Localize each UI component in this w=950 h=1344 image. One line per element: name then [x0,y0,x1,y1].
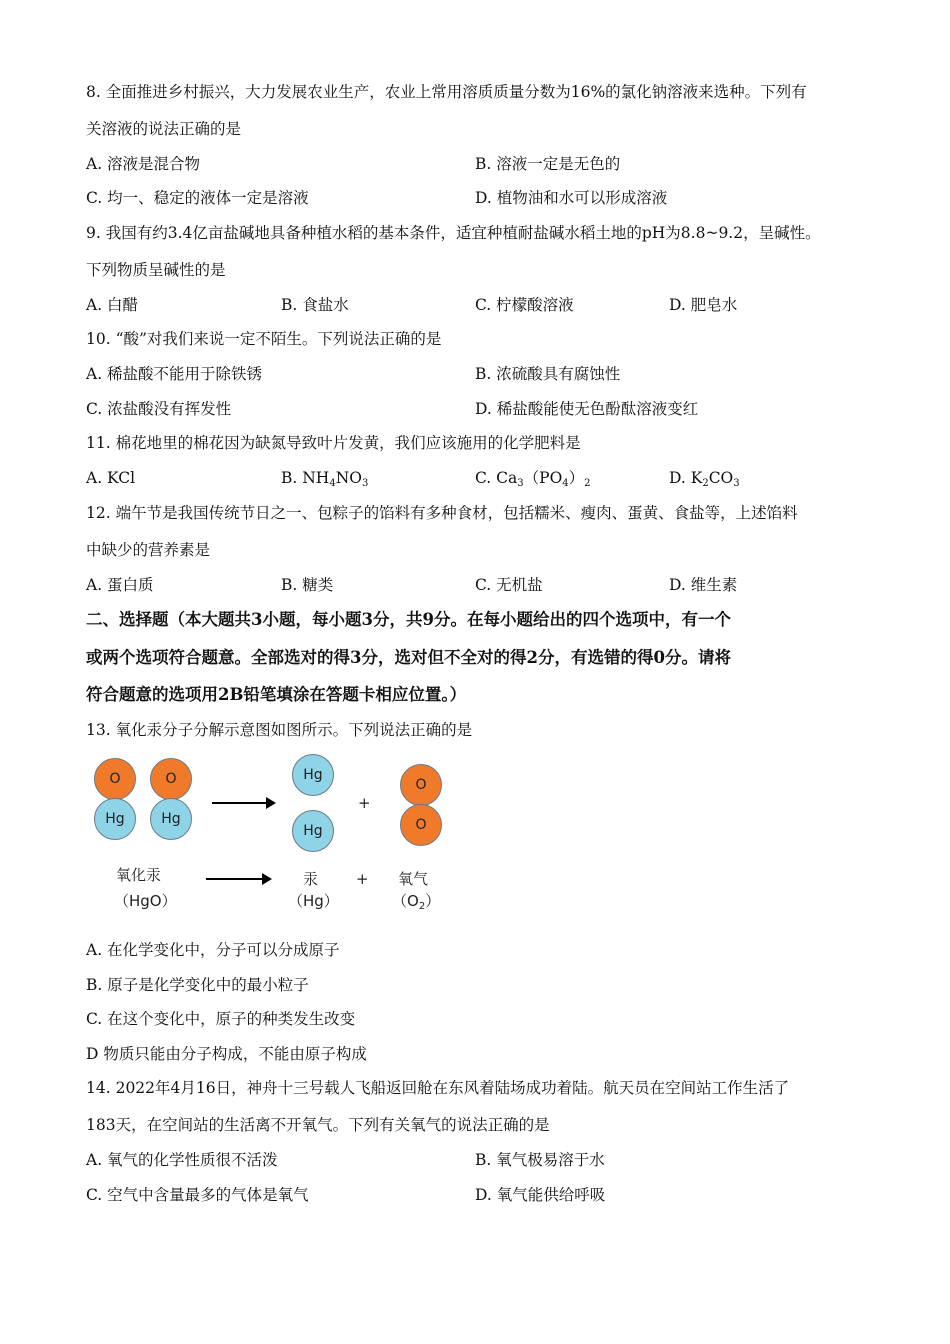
hg-name-label: 汞 [303,870,319,888]
q14-stem-line1: 14. 2022年4月16日，神舟十三号载人飞船返回舱在东风着陆场成功着陆。航天员在空间站工作生活了 [86,1079,790,1097]
q14-stem-line2: 183天，在空间站的生活离不开氧气。下列有关氧气的说法正确的是 [86,1116,550,1134]
hgo-formula-label: （HgO） [114,892,177,910]
q11-option-d: D. $K_2CO_3$ [669,469,740,489]
mercury-atom: Hg [94,798,136,840]
q11-stem: 11. 棉花地里的棉花因为缺氮导致叶片发黄，我们应该施用的化学肥料是 [86,434,581,452]
q8-stem-line1: 8. 全面推进乡村振兴，大力发展农业生产，农业上常用溶质质量分数为16%的氯化钠溶液来选种。下列有 [86,83,807,101]
mercury-atom: Hg [150,798,192,840]
section2-heading-line3: 符合题意的选项用2B铅笔填涂在答题卡相应位置。） [86,685,467,704]
q13-option-d: D 物质只能由分子构成，不能由原子构成 [86,1045,367,1063]
hgo-decomposition-diagram [86,752,486,922]
q10-option-a: A. 稀盐酸不能用于除铁锈 [86,365,263,383]
q9-option-d: D. 肥皂水 [669,296,738,314]
q9-option-a: A. 白醋 [86,296,139,314]
q14-option-d: D. 氧气能供给呼吸 [475,1186,606,1204]
reaction-arrow [212,802,274,804]
plus-sign: + [358,794,371,812]
q8-option-b: B. 溶液一定是无色的 [475,155,621,173]
q10-option-b: B. 浓硫酸具有腐蚀性 [475,365,621,383]
q13-stem: 13. 氧化汞分子分解示意图如图所示。下列说法正确的是 [86,721,473,739]
reaction-arrow [206,878,270,880]
oxygen-atom: O [150,758,192,800]
q8-stem-line2: 关溶液的说法正确的是 [86,120,242,138]
oxygen-atom: O [400,804,442,846]
q8-option-a: A. 溶液是混合物 [86,155,201,173]
q9-stem-line1: 9. 我国有约3.4亿亩盐碱地具备种植水稻的基本条件，适宜种植耐盐碱水稻土地的pH为8.8~9.2，呈碱性。 [86,224,821,242]
q12-option-b: B. 糖类 [281,576,334,594]
q8-option-c: C. 均一、稳定的液体一定是溶液 [86,189,309,207]
q12-option-a: A. 蛋白质 [86,576,154,594]
q10-stem: 10. “酸”对我们来说一定不陌生。下列说法正确的是 [86,330,442,348]
q12-stem-line1: 12. 端午节是我国传统节日之一、包粽子的馅料有多种食材，包括糯米、瘦肉、蛋黄、食盐等，上述馅料 [86,504,798,522]
q8-option-d: D. 植物油和水可以形成溶液 [475,189,668,207]
mercury-atom: Hg [292,810,334,852]
q12-option-c: C. 无机盐 [475,576,543,594]
oxygen-atom: O [400,764,442,806]
o2-name-label: 氧气 [398,870,429,888]
q9-stem-line2: 下列物质呈碱性的是 [86,261,226,279]
q11-option-b: B. $NH_4NO_3$ [281,469,369,489]
q9-option-b: B. 食盐水 [281,296,349,314]
q13-option-a: A. 在化学变化中，分子可以分成原子 [86,941,340,959]
hg-formula-label: （Hg） [288,892,339,910]
q10-option-d: D. 稀盐酸能使无色酚酞溶液变红 [475,400,699,418]
q14-option-a: A. 氧气的化学性质很不活泼 [86,1151,278,1169]
o2-formula-label: $(O_2)$ [392,892,441,912]
plus-sign: + [356,870,369,888]
q14-option-b: B. 氧气极易溶于水 [475,1151,605,1169]
section2-heading-line2: 或两个选项符合题意。全部选对的得3分，选对但不全对的得2分，有选错的得0分。请将 [86,648,731,667]
q12-option-d: D. 维生素 [669,576,738,594]
q12-stem-line2: 中缺少的营养素是 [86,541,211,559]
q11-option-a: A. KCl [86,469,136,487]
q13-option-b: B. 原子是化学变化中的最小粒子 [86,976,309,994]
q11-option-c: C. $Ca_3(PO_4)_2$ [475,469,591,489]
q13-option-c: C. 在这个变化中，原子的种类发生改变 [86,1010,356,1028]
mercury-atom: Hg [292,754,334,796]
q10-option-c: C. 浓盐酸没有挥发性 [86,400,232,418]
q9-option-c: C. 柠檬酸溶液 [475,296,574,314]
hgo-name-label: 氧化汞 [116,866,162,884]
oxygen-atom: O [94,758,136,800]
q14-option-c: C. 空气中含量最多的气体是氧气 [86,1186,309,1204]
section2-heading-line1: 二、选择题（本大题共3小题，每小题3分，共9分。在每小题给出的四个选项中，有一个 [86,610,731,629]
